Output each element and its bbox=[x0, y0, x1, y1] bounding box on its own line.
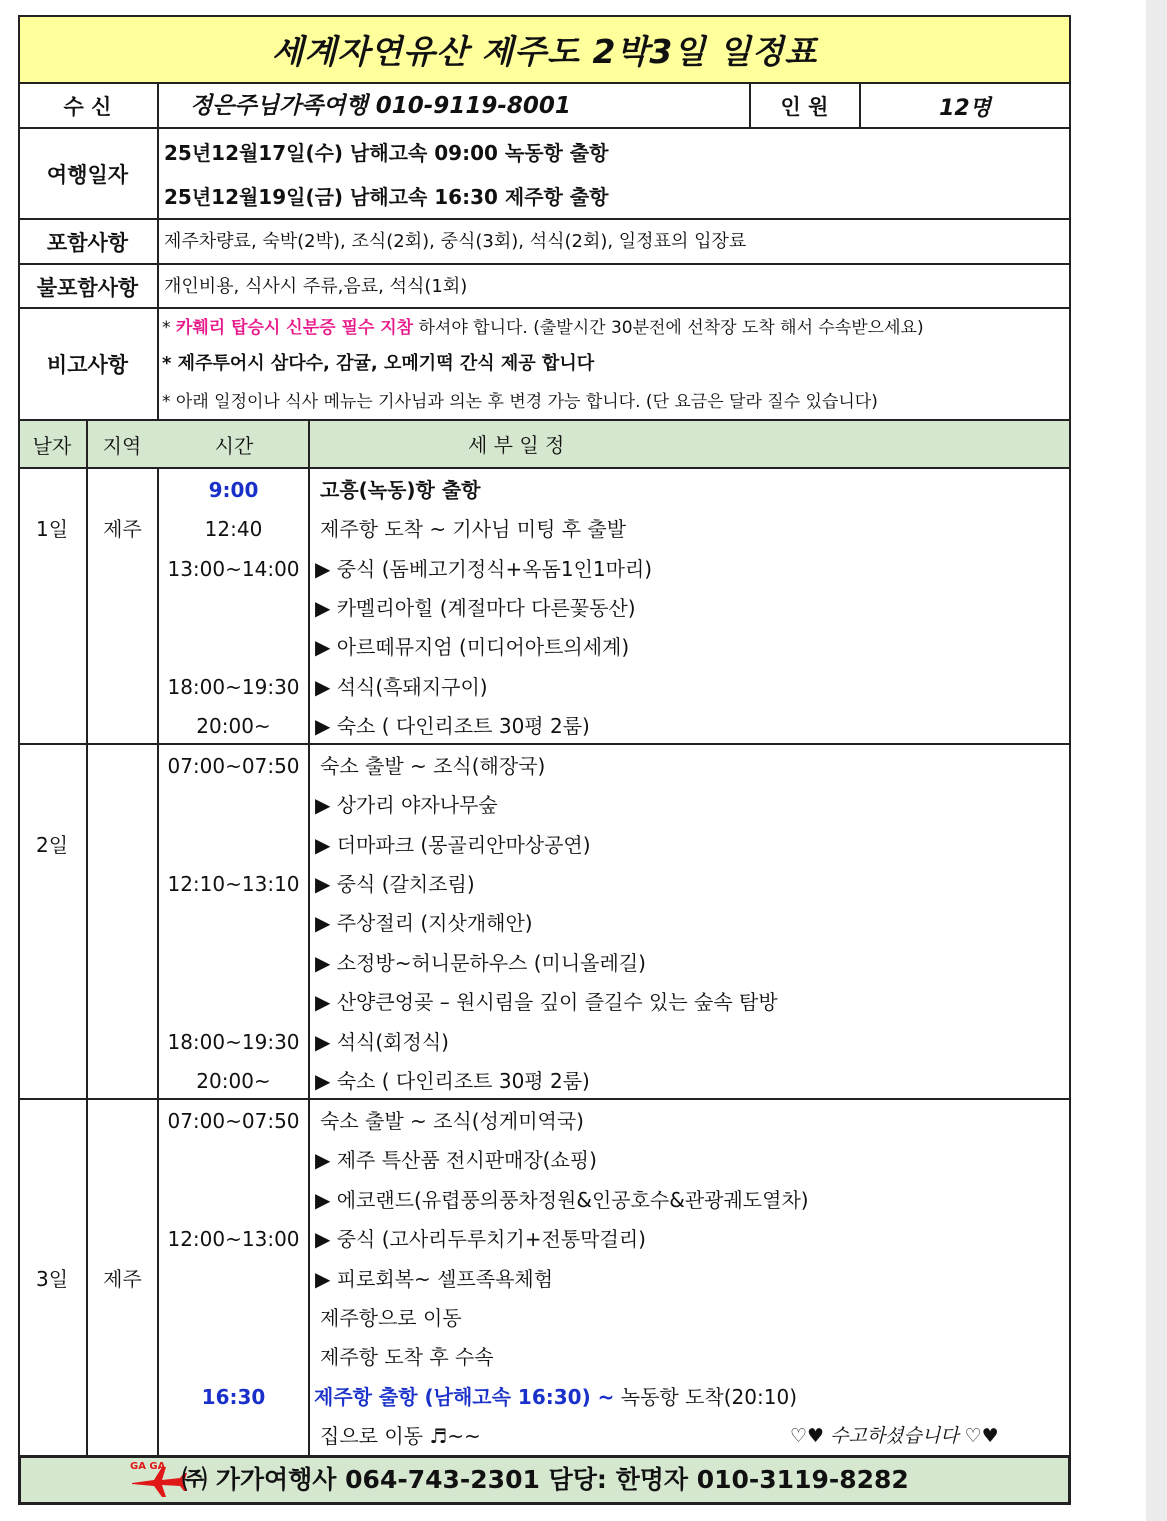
note-2: * 제주투어시 삼다수, 감귤, 오메기떡 간식 제공 합니다 bbox=[162, 353, 595, 374]
schedule-item: 집으로 이동 ♬~~ bbox=[320, 1424, 481, 1448]
schedule-item: ▶ 산양큰엉곶 – 원시림을 깊이 즐길수 있는 숲속 탐방 bbox=[315, 990, 778, 1014]
included-value: 제주차량료, 숙박(2박), 조식(2회), 중식(3회), 석식(2회), 일정표의 입장료 bbox=[164, 231, 747, 252]
schedule-item: 제주항 도착 후 수속 bbox=[320, 1345, 494, 1369]
departure-highlight: 제주항 출항 (남해고속 16:30) ~ bbox=[314, 1385, 615, 1409]
time-cell: 18:00~19:30 bbox=[167, 675, 300, 699]
time-cell: 07:00~07:50 bbox=[167, 1109, 300, 1133]
page-title: 세계자연유산 제주도 2박3일 일정표 bbox=[18, 15, 1071, 84]
table-border-right bbox=[1069, 84, 1071, 1455]
schedule-item: 숙소 출발 ~ 조식(해장국) bbox=[320, 754, 546, 778]
day-1-label: 1일 bbox=[35, 517, 69, 541]
excluded-label: 불포함사항 bbox=[36, 275, 139, 300]
schedule-item: 제주항으로 이동 bbox=[320, 1306, 462, 1330]
row-divider bbox=[18, 467, 1071, 469]
dates-label: 여행일자 bbox=[46, 162, 129, 187]
recipient-value: 정은주님가족여행 010-9119-8001 bbox=[190, 93, 571, 119]
note-1-rest: 하셔야 합니다. (출발시간 30분전에 선착장 도착 해서 수속받으세요) bbox=[413, 318, 924, 338]
time-cell: 12:10~13:10 bbox=[167, 872, 300, 896]
recipient-label: 수 신 bbox=[63, 95, 112, 119]
schedule-item: ▶ 숙소 ( 다인리조트 30평 2룸) bbox=[315, 1069, 590, 1093]
schedule-item bbox=[314, 1383, 797, 1411]
schedule-item: ▶ 숙소 ( 다인리조트 30평 2룸) bbox=[315, 714, 590, 738]
day-divider bbox=[18, 743, 1071, 745]
schedule-item: ▶ 제주 특산품 전시판매장(쇼핑) bbox=[315, 1148, 597, 1172]
row-divider bbox=[18, 307, 1071, 309]
time-cell: 13:00~14:00 bbox=[167, 557, 300, 581]
schedule-item: ▶ 주상절리 (지삿개해안) bbox=[315, 911, 533, 935]
schedule-item: 제주항 도착 ~ 기사님 미팅 후 출발 bbox=[320, 517, 627, 541]
notes-label: 비고사항 bbox=[46, 353, 129, 377]
page-scroll-gutter bbox=[1146, 0, 1167, 1521]
schedule-item: ▶ 카멜리아힐 (계절마다 다른꽃동산) bbox=[315, 596, 636, 620]
arrival-text: 녹동항 도착(20:10) bbox=[614, 1385, 797, 1409]
schedule-item: ▶ 석식(회정식) bbox=[315, 1030, 449, 1054]
time-cell: 12:00~13:00 bbox=[167, 1227, 300, 1251]
day-3-region: 제주 bbox=[103, 1267, 142, 1291]
schedule-item: ▶ 석식(흑돼지구이) bbox=[315, 675, 488, 699]
schedule-item: ▶ 중식 (갈치조림) bbox=[315, 872, 475, 896]
people-value: 12명 bbox=[939, 95, 991, 121]
time-cell: 07:00~07:50 bbox=[167, 754, 300, 778]
row-divider bbox=[18, 127, 1071, 129]
header-day: 날자 bbox=[32, 433, 72, 458]
schedule-item: ▶ 더마파크 (몽골리안마상공연) bbox=[315, 833, 591, 857]
excluded-value: 개인비용, 식사시 주류,음료, 석식(1회) bbox=[164, 276, 468, 297]
note-1-highlight: 카훼리 탑승시 신분증 필수 지참 bbox=[175, 318, 414, 338]
day-2-label: 2일 bbox=[35, 833, 69, 857]
header-detail: 세 부 일 정 bbox=[468, 433, 565, 457]
included-label: 포함사항 bbox=[46, 230, 129, 255]
time-cell: 12:40 bbox=[204, 517, 263, 541]
schedule-item: 고흥(녹동)항 출항 bbox=[320, 478, 481, 502]
dates-line-1: 25년12월17일(수) 남해고속 09:00 녹동항 출항 bbox=[164, 141, 609, 165]
time-cell: 9:00 bbox=[208, 478, 259, 502]
schedule-item: ▶ 중식 (돔베고기정식+옥돔1인1마리) bbox=[315, 557, 653, 581]
closing-message: ♡♥ 수고하셨습니다 ♡♥ bbox=[790, 1425, 999, 1447]
day-3-label: 3일 bbox=[35, 1267, 69, 1291]
schedule-item: ▶ 피로회복~ 셀프족욕체험 bbox=[315, 1267, 554, 1291]
note-1-prefix: * bbox=[162, 318, 176, 338]
time-cell: 20:00~ bbox=[196, 714, 271, 738]
time-cell: 20:00~ bbox=[196, 1069, 271, 1093]
schedule-item: ▶ 아르떼뮤지엄 (미디어아트의세계) bbox=[315, 635, 630, 659]
col-divider-time bbox=[308, 421, 310, 1455]
header-time: 시간 bbox=[214, 433, 254, 458]
time-cell: 16:30 bbox=[201, 1385, 266, 1409]
note-1 bbox=[162, 314, 924, 342]
time-cell: 18:00~19:30 bbox=[167, 1030, 300, 1054]
people-label: 인 원 bbox=[780, 95, 829, 119]
day-1-region: 제주 bbox=[103, 517, 142, 541]
col-divider-day bbox=[86, 421, 88, 1455]
row-divider bbox=[18, 218, 1071, 220]
schedule-item: ▶ 상가리 야자나무숲 bbox=[315, 793, 498, 817]
col-divider-region bbox=[157, 485, 159, 1455]
schedule-item: ▶ 에코랜드(유렵풍의풍차정원&인공호수&관광궤도열차) bbox=[315, 1188, 809, 1212]
note-3: * 아래 일정이나 식사 메뉴는 기사님과 의논 후 변경 가능 합니다. (단 요금은 달라 질수 있습니다) bbox=[162, 392, 878, 412]
schedule-item: 숙소 출발 ~ 조식(성게미역국) bbox=[320, 1109, 584, 1133]
footer-company-info: ㈜ 가가여행사 064-743-2301 담당: 한명자 010-3119-8282 bbox=[182, 1465, 909, 1494]
header-region: 지역 bbox=[102, 433, 142, 458]
schedule-item: ▶ 소정방~허니문하우스 (미니올레길) bbox=[315, 951, 646, 975]
row-divider bbox=[18, 263, 1071, 265]
logo-text: GA GA bbox=[130, 1461, 166, 1472]
itinerary-document bbox=[18, 15, 1071, 1505]
dates-line-2: 25년12월19일(금) 남해고속 16:30 제주항 출항 bbox=[164, 185, 609, 209]
schedule-item: ▶ 중식 (고사리두루치기+전통막걸리) bbox=[315, 1227, 646, 1251]
day-divider bbox=[18, 1098, 1071, 1100]
